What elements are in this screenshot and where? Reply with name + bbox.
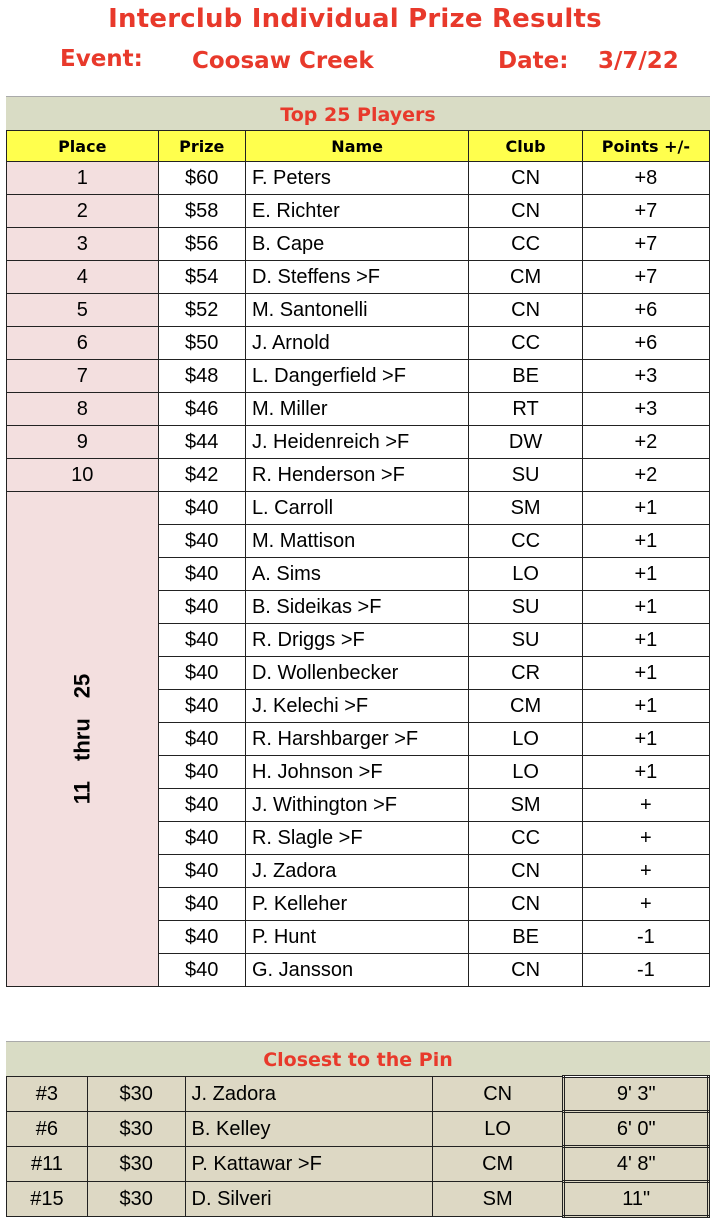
col-header-prize: Prize: [158, 131, 245, 162]
points-cell: +: [582, 789, 709, 822]
table-row: [7, 294, 710, 327]
col-header-points: Points +/-: [582, 131, 709, 162]
name-cell: R. Driggs >F: [245, 624, 468, 657]
name-cell: M. Miller: [245, 393, 468, 426]
name-cell: L. Dangerfield >F: [245, 360, 468, 393]
prize-cell: $44: [158, 426, 245, 459]
points-cell: +1: [582, 558, 709, 591]
hole-cell: #6: [7, 1112, 88, 1147]
prize-cell: $40: [158, 591, 245, 624]
points-cell: +2: [582, 426, 709, 459]
club-cell: LO: [469, 756, 582, 789]
name-cell: F. Peters: [245, 162, 468, 195]
name-cell: J. Heidenreich >F: [245, 426, 468, 459]
table-row: [7, 1147, 709, 1182]
prize-cell: $40: [158, 822, 245, 855]
closest-pin-table: [6, 1075, 710, 1218]
table-row: [7, 492, 710, 525]
prize-cell: $42: [158, 459, 245, 492]
points-cell: +: [582, 822, 709, 855]
points-cell: +: [582, 888, 709, 921]
top25-section-title: Top 25 Players: [6, 96, 710, 131]
place-range-label: [69, 664, 95, 815]
club-cell: CC: [469, 525, 582, 558]
place-cell: 6: [7, 327, 159, 360]
name-cell: P. Hunt: [245, 921, 468, 954]
col-header-name: Name: [245, 131, 468, 162]
col-header-club: Club: [469, 131, 582, 162]
points-cell: +7: [582, 261, 709, 294]
event-value: Coosaw Creek: [192, 48, 374, 74]
club-cell: BE: [469, 360, 582, 393]
place-cell: 5: [7, 294, 159, 327]
club-cell: CN: [469, 294, 582, 327]
club-cell: LO: [432, 1112, 564, 1147]
club-cell: CN: [469, 888, 582, 921]
points-cell: +1: [582, 756, 709, 789]
prize-cell: $52: [158, 294, 245, 327]
prize-cell: $56: [158, 228, 245, 261]
name-cell: A. Sims: [245, 558, 468, 591]
table-row: [7, 426, 710, 459]
prize-cell: $30: [87, 1182, 185, 1217]
name-cell: M. Santonelli: [245, 294, 468, 327]
points-cell: +1: [582, 690, 709, 723]
name-cell: R. Slagle >F: [245, 822, 468, 855]
table-row: [7, 195, 710, 228]
prize-cell: $40: [158, 789, 245, 822]
place-cell: 7: [7, 360, 159, 393]
prize-cell: $40: [158, 690, 245, 723]
points-cell: +1: [582, 624, 709, 657]
name-cell: J. Zadora: [185, 1077, 432, 1112]
place-cell: 3: [7, 228, 159, 261]
table-row: [7, 327, 710, 360]
hole-cell: #15: [7, 1182, 88, 1217]
prize-cell: $40: [158, 855, 245, 888]
place-cell: 8: [7, 393, 159, 426]
club-cell: CM: [469, 690, 582, 723]
name-cell: B. Sideikas >F: [245, 591, 468, 624]
prize-cell: $30: [87, 1147, 185, 1182]
table-row: [7, 1112, 709, 1147]
name-cell: M. Mattison: [245, 525, 468, 558]
name-cell: P. Kattawar >F: [185, 1147, 432, 1182]
place-range-word: thru: [69, 718, 95, 761]
prize-cell: $50: [158, 327, 245, 360]
table-row: [7, 162, 710, 195]
points-cell: +8: [582, 162, 709, 195]
table-row: [7, 360, 710, 393]
name-cell: J. Kelechi >F: [245, 690, 468, 723]
club-cell: CN: [469, 855, 582, 888]
club-cell: RT: [469, 393, 582, 426]
table-row: [7, 261, 710, 294]
club-cell: SU: [469, 459, 582, 492]
hole-cell: #11: [7, 1147, 88, 1182]
name-cell: B. Cape: [245, 228, 468, 261]
name-cell: E. Richter: [245, 195, 468, 228]
points-cell: +6: [582, 327, 709, 360]
name-cell: L. Carroll: [245, 492, 468, 525]
place-cell: 9: [7, 426, 159, 459]
prize-cell: $58: [158, 195, 245, 228]
points-cell: +3: [582, 393, 709, 426]
club-cell: CN: [469, 195, 582, 228]
club-cell: CC: [469, 228, 582, 261]
points-cell: +1: [582, 591, 709, 624]
table-header-row: [7, 131, 710, 162]
prize-cell: $40: [158, 921, 245, 954]
table-row: [7, 1077, 709, 1112]
table-row: [7, 228, 710, 261]
points-cell: -1: [582, 954, 709, 987]
distance-cell: 9' 3": [564, 1077, 709, 1112]
club-cell: LO: [469, 558, 582, 591]
prize-cell: $40: [158, 624, 245, 657]
date-label: Date:: [498, 48, 569, 74]
prize-cell: $60: [158, 162, 245, 195]
hole-cell: #3: [7, 1077, 88, 1112]
prize-cell: $48: [158, 360, 245, 393]
prize-cell: $40: [158, 558, 245, 591]
name-cell: R. Harshbarger >F: [245, 723, 468, 756]
points-cell: +2: [582, 459, 709, 492]
points-cell: +1: [582, 723, 709, 756]
place-range-cell: [7, 492, 159, 987]
prize-cell: $46: [158, 393, 245, 426]
prize-cell: $40: [158, 525, 245, 558]
name-cell: J. Arnold: [245, 327, 468, 360]
club-cell: CC: [469, 327, 582, 360]
prize-cell: $40: [158, 492, 245, 525]
club-cell: BE: [469, 921, 582, 954]
prize-cell: $40: [158, 657, 245, 690]
prize-cell: $40: [158, 888, 245, 921]
table-row: [7, 1182, 709, 1217]
place-range-word: 11: [69, 780, 95, 805]
points-cell: +7: [582, 195, 709, 228]
prize-cell: $30: [87, 1112, 185, 1147]
club-cell: DW: [469, 426, 582, 459]
club-cell: CM: [469, 261, 582, 294]
club-cell: CC: [469, 822, 582, 855]
club-cell: SM: [469, 789, 582, 822]
points-cell: +7: [582, 228, 709, 261]
place-range-word: 25: [69, 673, 95, 699]
top25-table: [6, 130, 710, 987]
name-cell: D. Wollenbecker: [245, 657, 468, 690]
name-cell: R. Henderson >F: [245, 459, 468, 492]
table-row: [7, 393, 710, 426]
prize-cell: $30: [87, 1077, 185, 1112]
place-cell: 2: [7, 195, 159, 228]
distance-cell: 6' 0": [564, 1112, 709, 1147]
points-cell: +1: [582, 657, 709, 690]
place-cell: 1: [7, 162, 159, 195]
place-cell: 10: [7, 459, 159, 492]
points-cell: +6: [582, 294, 709, 327]
prize-cell: $40: [158, 756, 245, 789]
points-cell: +1: [582, 492, 709, 525]
name-cell: G. Jansson: [245, 954, 468, 987]
place-cell: 4: [7, 261, 159, 294]
prize-cell: $54: [158, 261, 245, 294]
prize-cell: $40: [158, 723, 245, 756]
name-cell: D. Steffens >F: [245, 261, 468, 294]
distance-cell: 4' 8": [564, 1147, 709, 1182]
name-cell: J. Zadora: [245, 855, 468, 888]
club-cell: SM: [469, 492, 582, 525]
closest-section-title: Closest to the Pin: [6, 1041, 710, 1076]
club-cell: SU: [469, 591, 582, 624]
club-cell: SM: [432, 1182, 564, 1217]
points-cell: +: [582, 855, 709, 888]
col-header-place: Place: [7, 131, 159, 162]
club-cell: CR: [469, 657, 582, 690]
table-row: [7, 459, 710, 492]
name-cell: J. Withington >F: [245, 789, 468, 822]
club-cell: SU: [469, 624, 582, 657]
points-cell: +1: [582, 525, 709, 558]
points-cell: +3: [582, 360, 709, 393]
name-cell: D. Silveri: [185, 1182, 432, 1217]
club-cell: LO: [469, 723, 582, 756]
prize-cell: $40: [158, 954, 245, 987]
points-cell: -1: [582, 921, 709, 954]
club-cell: CN: [469, 162, 582, 195]
name-cell: H. Johnson >F: [245, 756, 468, 789]
page-title: Interclub Individual Prize Results: [108, 4, 602, 34]
club-cell: CN: [469, 954, 582, 987]
club-cell: CN: [432, 1077, 564, 1112]
event-label: Event:: [60, 46, 143, 72]
date-value: 3/7/22: [598, 48, 679, 74]
distance-cell: 11": [564, 1182, 709, 1217]
name-cell: B. Kelley: [185, 1112, 432, 1147]
club-cell: CM: [432, 1147, 564, 1182]
name-cell: P. Kelleher: [245, 888, 468, 921]
